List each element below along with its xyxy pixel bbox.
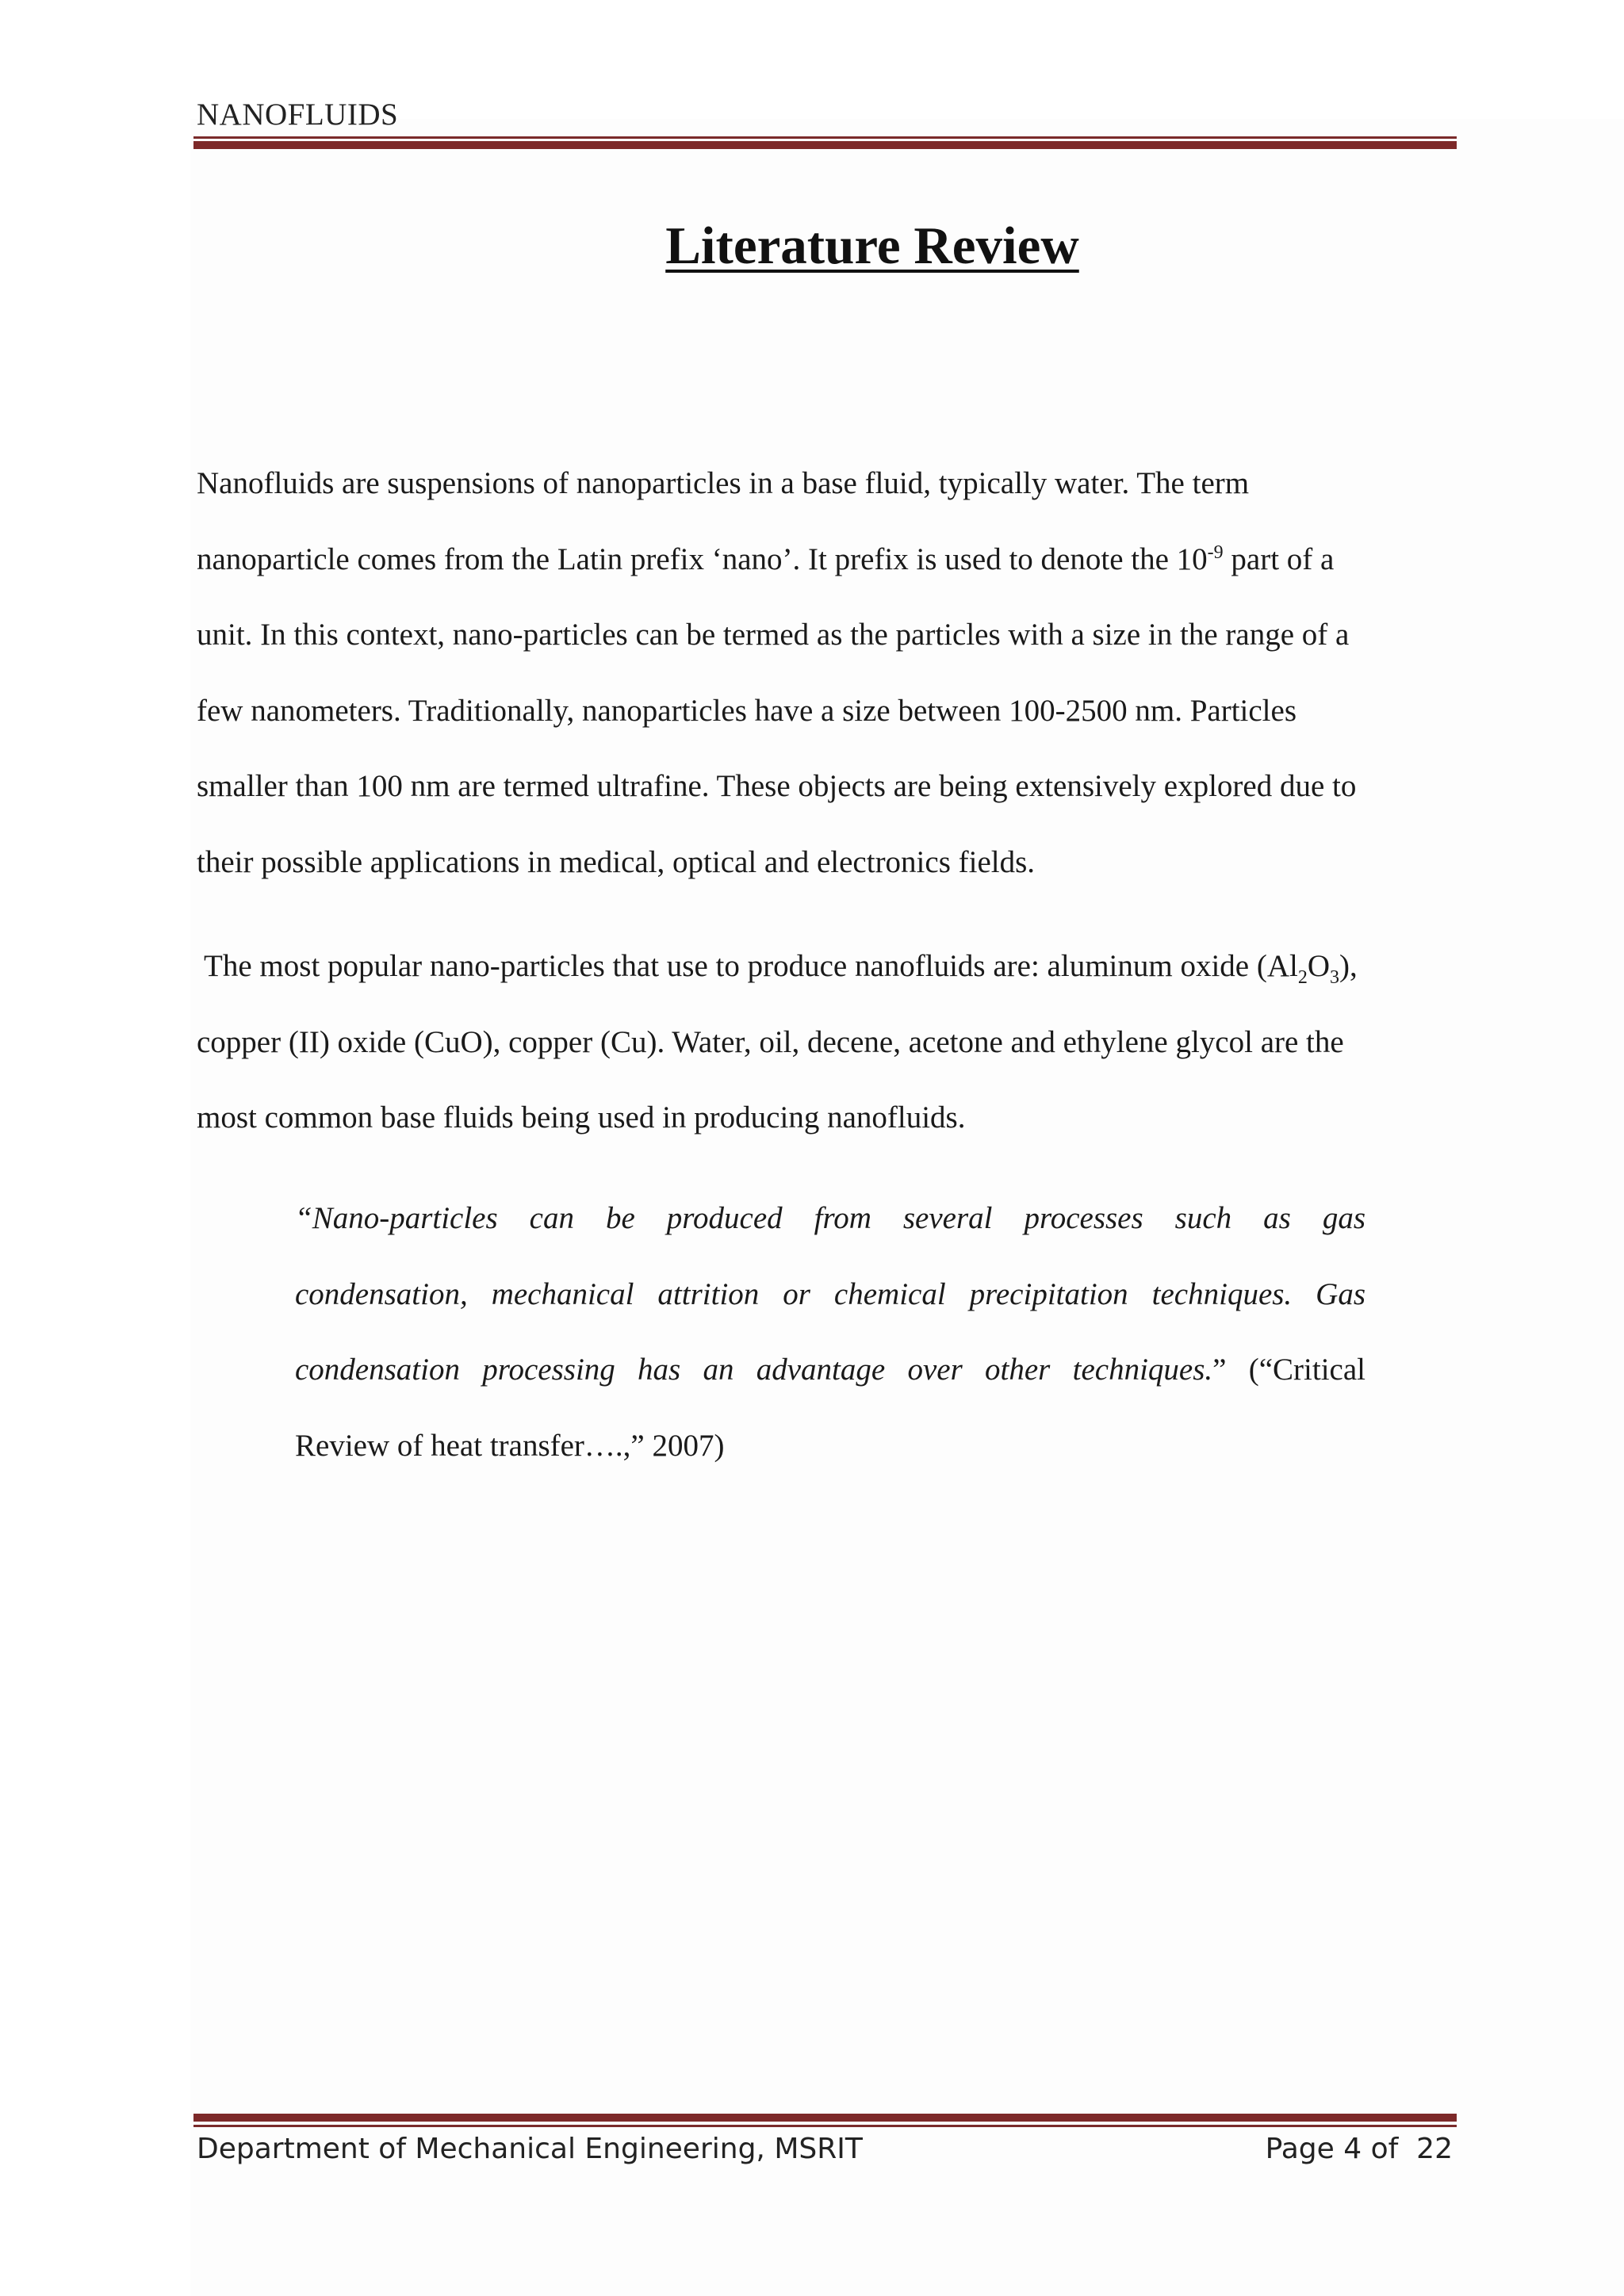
- paragraph-nanoparticles: [197, 928, 1465, 1156]
- text-line: Nanofluids are suspensions of nanoparticles in a base fluid, typically water. The term: [197, 466, 1250, 500]
- text-line: unit. In this context, nano-particles can be termed as the particles with a size in the range of a: [197, 618, 1350, 652]
- quote-line: condensation, mechanical attrition or chemical precipitation techniques. Gas: [295, 1276, 1365, 1311]
- text-line: nanoparticle comes from the Latin prefix ‘nano’. It prefix is used to denote the $10^{-9}$ part of a: [197, 541, 1335, 576]
- text-line: copper (II) oxide (CuO), copper (Cu). Water, oil, decene, acetone and ethylene glycol are the: [197, 1024, 1344, 1059]
- text-line: their possible applications in medical, optical and electronics fields.: [197, 844, 1036, 879]
- footer-rule-thin: [193, 2125, 1457, 2127]
- block-quote: [295, 1181, 1365, 1483]
- superscript-exponent: -9: [1207, 541, 1224, 563]
- quote-line: condensation processing has an advantage over other techniques.” (“Critical: [295, 1353, 1365, 1387]
- footer-page-number: Page 4 of 22: [1265, 2133, 1453, 2165]
- footer-rule-thick: [193, 2114, 1457, 2122]
- paragraph-intro: [197, 446, 1465, 900]
- running-header: NANOFLUIDS: [197, 98, 399, 132]
- quote-citation: Review of heat transfer….,” 2007): [295, 1428, 725, 1463]
- text-line: The most popular nano-particles that use to produce nanofluids are: aluminum oxide $(Al_2O_3)$,: [197, 949, 1358, 988]
- header-rule-thin: [193, 136, 1457, 139]
- text-line: smaller than 100 nm are termed ultrafine. These objects are being extensively explored due to: [197, 769, 1357, 803]
- quote-line: “Nano-particles can be produced from several processes such as gas: [295, 1201, 1365, 1235]
- header-rule-thick: [193, 141, 1457, 149]
- page-title: Literature Review: [665, 216, 1079, 275]
- text-line: few nanometers. Traditionally, nanoparticles have a size between 100-2500 nm. Particles: [197, 693, 1297, 728]
- footer-department: Department of Mechanical Engineering, MSRIT: [197, 2133, 863, 2165]
- text-line: most common base fluids being used in producing nanofluids.: [197, 1100, 966, 1135]
